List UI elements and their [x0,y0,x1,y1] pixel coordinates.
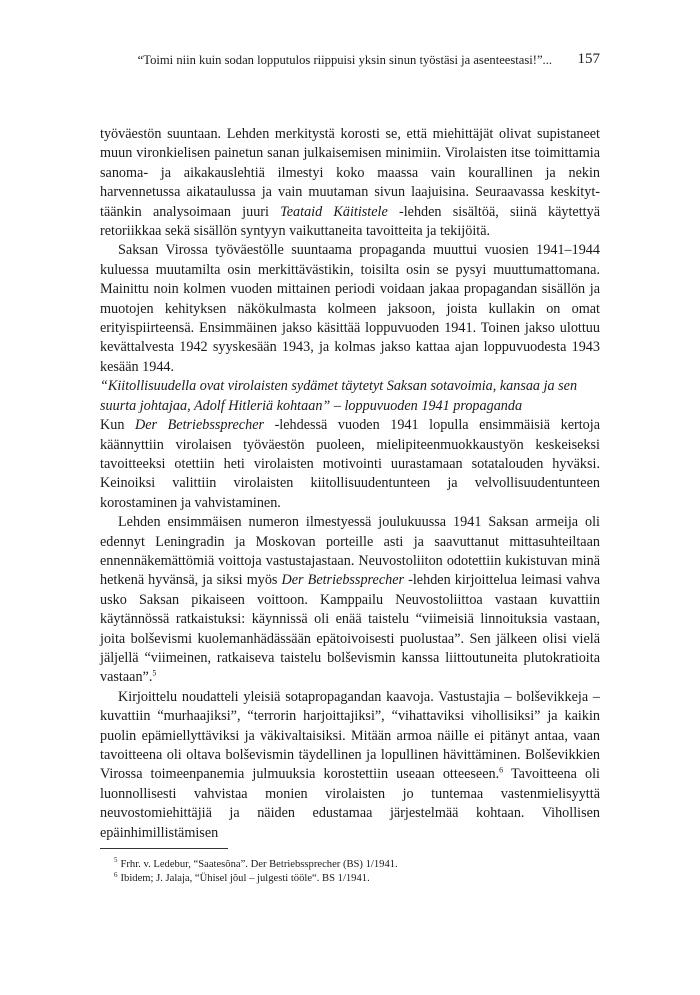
paragraph-1-text-a: työväestön suuntaan. Lehden merkitystä korosti se, että miehittäjät olivat supistaneet muun vironkielisen painetun sanan julkaisemisen minimiin. Virolaisten itse toimittamia sanoma- ja aikakauslehtiä ilmestyi koko maassa vain kourallinen ja nekin harvennetussa aikataulussa ja vain muutaman sivun laajuisina. Seuraavassa keskityttäänkin analysoimaan juuri [100,126,600,220]
footnote-5 [100,858,600,872]
paragraph-3-text-a: Kun [100,417,135,434]
footnote-text: Ibidem; J. Jalaja, “Ühisel jõul – julgesti tööle“. BS 1/1941. [120,873,370,885]
footnote-number: 6 [114,870,118,879]
paragraph-5 [100,688,600,843]
paragraph-2: Saksan Virossa työväestölle suuntaama propaganda muuttui vuosien 1941–1944 kuluessa muutamilta osin merkittävästikin, toisilta osin se pysyi muuttumattomana. Mainittu noin kolmen vuoden mittainen periodi voidaan jakaa propagandan sisällön ja muotojen kehityksen näkökulmasta kolmeen jaksoon, joista kullakin on omat erityispiirteensä. Ensimmäinen jakso käsittää loppuvuoden 1941. Toinen jakso ulottuu kevättalvesta 1942 syyskesään 1943, ja kolmas jakso kattaa ajan loppuvuodesta 1943 kesään 1944. [100,242,600,375]
paragraph-3 [100,416,600,513]
paragraph-5-text-b: Tavoitteena oli luonnollisesti vahvistaa monien virolaisten jo tuntemaa vastenmielisyyttä neuvostomiehittäjiä ja näiden edustamaa järjestelmää kohtaan. Vihollisen epäinhimillistämisen [100,766,600,841]
footnote-ref-5: 5 [152,668,157,678]
paragraph-5-text-a: Kirjoittelu noudatteli yleisiä sotapropagandan kaavoja. Vastustajia – bolševikkeja – kuvattiin “murhaajiksi”, “terrorin harjoittajiksi”, “vihattaviksi vihollisiksi” ja kaikin puolin epämiellyttäviksi ja väkivaltaisiksi. Mitään armoa näille ei pitänyt antaa, vaan tavoitteena oli oltava bolševismin täydellinen ja lopullinen hävittäminen. Bolševikkien Virossa toimeenpanemia julmuuksia korostettiin useaan otteeseen. [100,688,600,783]
newspaper-title: Teataid Käitistele [280,203,388,220]
page-number: 157 [577,51,600,67]
footnote-ref-6: 6 [499,765,504,775]
footnote-6 [100,872,600,886]
paragraph-3-text-b: -lehdessä vuoden 1941 lopulla ensimmäisiä kertoja käännyttiin virolaisen työväestön puoleen, mielipiteenmuokkaustyön keskeiseksi tavoitteeksi otettiin heti virolaisten motivointi uurastamaan sotatalouden hyväksi. Keinoiksi valittiin virolaisten kiitollisuudentunteen ja velvollisuudentunteen korostaminen ja vahvistaminen. [100,417,600,511]
paragraph-1-text-b: -lehden sisältöä, siinä käytettyä retoriikkaa sekä sisällön syntyyn vaikuttaneita tavoitteita ja tekijöitä. [100,203,600,240]
newspaper-title: Der Betriebssprecher [135,417,265,434]
newspaper-title: Der Betriebssprecher [281,572,405,589]
footnote-number: 5 [114,856,118,865]
body-text [100,125,600,843]
footnote-rule [100,848,228,849]
paragraph-1 [100,125,600,241]
paragraph-4 [100,513,600,688]
footnotes [100,848,600,887]
paragraph-4-text-b: -lehden kirjoittelua leimasi vahva usko Saksan pikaiseen voittoon. Kamppailu Neuvostoliittoa vastaan kuvattiin käytännössä ratkaistuksi: käynnissä oli enää taistelu “viimeisiä linnoituksia vastaan, joita bolševismi kuolemanhädässään epätoivoisesti puolustaa”. Sen jälkeen olisi vielä jäljellä “viimeinen, ratkaiseva taistelu bolševismin kanssa liittoutuneita plutokratioita vastaan”. [100,572,600,686]
section-heading: “Kiitollisuudella ovat virolaisten sydämet täytetyt Saksan sotavoimia, kansaa ja sen suurta johtajaa, Adolf Hitleriä kohtaan” – loppuvuoden 1941 propaganda [100,378,578,414]
running-head-title: “Toimi niin kuin sodan lopputulos riippuisi yksin sinun työstäsi ja asenteestasi!”... [137,53,552,67]
footnote-text: Frhr. v. Ledebur, “Saatesõna”. Der Betriebssprecher (BS) 1/1941. [120,859,398,870]
paragraph-4-text-a: Lehden ensimmäisen numeron ilmestyessä joulukuussa 1941 Saksan armeija oli edennyt Leningradin ja Moskovan porteille asti ja saavuttanut mittasuhteiltaan ennennäkemättömiä voittoja vastustajastaan. Neuvostoliiton odotettiin kukistuvan minä hetkenä hyvänsä, ja siksi myös [100,514,600,589]
